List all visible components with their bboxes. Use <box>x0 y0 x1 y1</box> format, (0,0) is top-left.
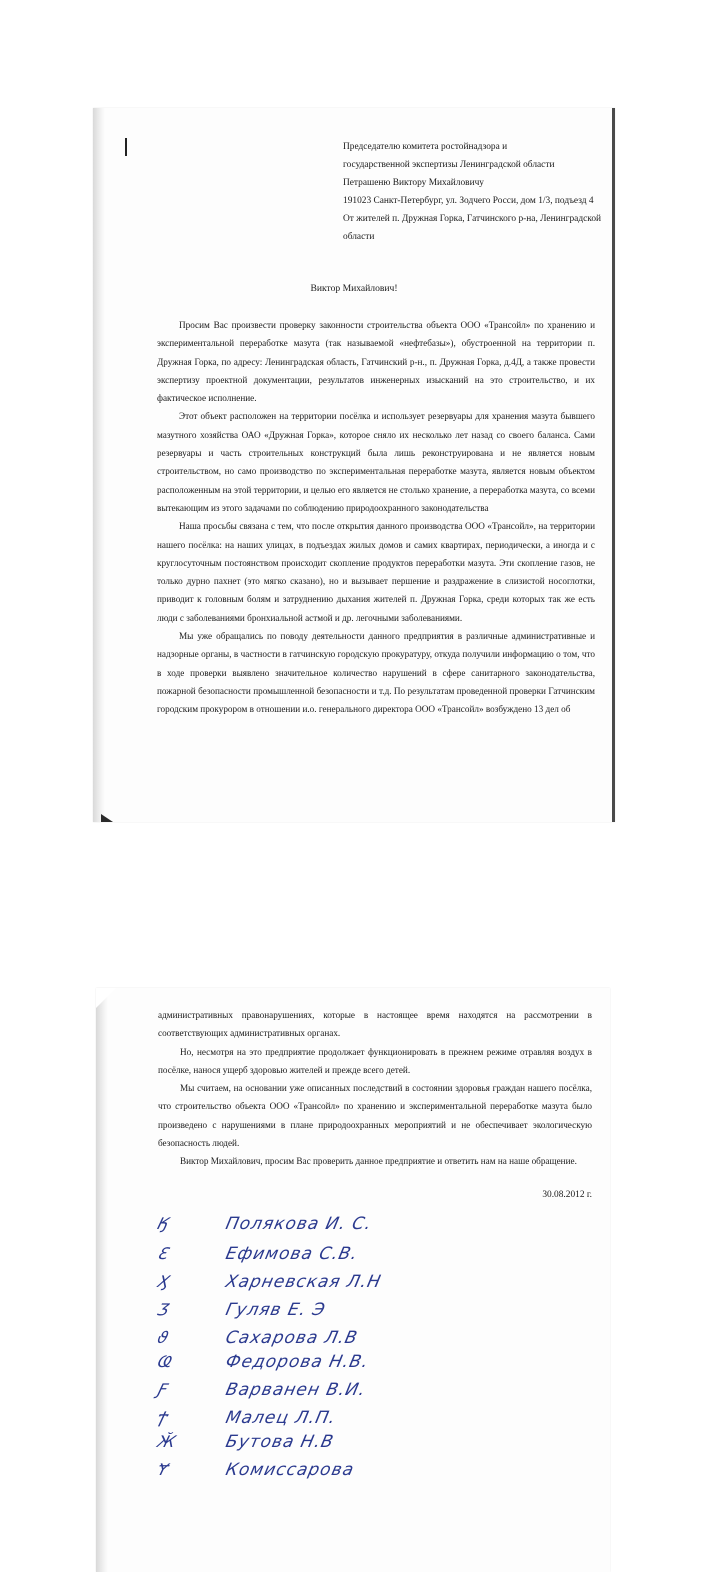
handwritten-initials: Ƒ <box>155 1380 170 1399</box>
letter-body-page-1 <box>157 316 595 719</box>
signer-name: Малец Л.П. <box>223 1408 338 1428</box>
handwritten-initials: ϑ <box>155 1328 171 1347</box>
addressee-line: Петрашеню Виктору Михайловичу <box>343 178 484 188</box>
handwritten-initials: Ӄ <box>155 1214 172 1233</box>
signer-name: Гуляв Е. Э <box>223 1300 328 1320</box>
paragraph: административных правонарушениях, которые в настоящее время находятся на рассмотрении в соответствующих административных органах. <box>158 1010 592 1039</box>
paragraph: Мы уже обращались по поводу деятельности данного предприятия в различные административные и надзорные органы, в частности в гатчинскую городскую прокуратуру, откуда получили информацию о том, что в ходе проверки выявлено значительное количество нарушений в сфере санитарного законодательства, пожарной безопасности промышленной безопасности и т.д. По результатам проведенной проверки Гатчинским городским прокурором в отношении и.о. генерального директора ООО «Трансойл» возбуждено 13 дел об <box>157 631 595 715</box>
addressee-line: государственной экспертизы Ленинградской области <box>343 160 555 170</box>
paragraph: Этот объект расположен на территории посёлка и использует резервуары для хранения мазута бывшего мазутного хозяйства ОАО «Дружная Горка», которое сняло их несколько лет назад со своего баланса. Сами резервуары и часть строительных конструкций была лишь реконструирована и не является новым строительством, но само производство по экспериментальная переработке мазута, является новым объектом расположенным на этой территории, и целью его является не столько хранение, а переработка мазута, со всеми вытекающим из этого задачами по соблюдению природоохранного законодательства <box>157 411 595 513</box>
handwritten-initials: Ӂ <box>155 1432 178 1451</box>
signer-name: Комиссарова <box>223 1460 357 1480</box>
letter-date: 30.08.2012 г. <box>542 1190 592 1200</box>
paragraph: Но, несмотря на это предприятие продолжает функционировать в прежнем режиме отравляя воздух в посёлке, нанося ущерб здоровью жителей и прежде всего детей. <box>158 1046 592 1075</box>
signer-name: Бутова Н.В <box>223 1432 336 1452</box>
paragraph: Просим Вас произвести проверку законности строительства объекта ООО «Трансойл» по хранению и экспериментальной переработке мазута (так называемой «нефтебазы»), обустроенной на территории п. Дружная Горка, по адресу: Ленинградская область, Гатчинский р-н., п. Дружная Горка, д.4Д, а также провести экспертизу проектной документации, результатов инженерных изысканий на это строительство, и их фактическое исполнение. <box>157 320 595 404</box>
handwritten-initials: Ӽ <box>155 1272 172 1291</box>
page-shadow-left <box>96 988 108 1572</box>
addressee-line: 191023 Санкт-Петербург, ул. Зодчего Росси, дом 1/3, подъезд 4 <box>343 196 594 206</box>
signer-name: Полякова И. С. <box>223 1214 374 1234</box>
letter-page-1 <box>93 108 615 822</box>
scan-corner <box>101 814 113 822</box>
signer-name: Ефимова С.В. <box>223 1244 360 1264</box>
paragraph: Виктор Михайлович, просим Вас проверить данное предприятие и ответить нам на наше обращение. <box>180 1156 577 1167</box>
paragraph: Мы считаем, на основании уже описанных последствий в состоянии здоровья граждан нашего посёлка, что строительство объекта ООО «Трансойл» по хранению и экспериментальной переработке мазута было произведено с нарушениями в плане природоохранных мероприятий и не обеспечивает экологическую безопасность людей. <box>158 1083 592 1149</box>
handwritten-initials: Ɏ <box>155 1460 171 1479</box>
signer-name: Федорова Н.В. <box>223 1352 371 1372</box>
folded-corner <box>96 988 116 1008</box>
letter-body-page-2 <box>158 1006 592 1171</box>
signer-name: Харневская Л.Н <box>223 1272 384 1292</box>
page-shadow-left <box>93 108 105 822</box>
paragraph: Наша просьбы связана с тем, что после открытия данного производства ООО «Трансойл», на территории нашего посёлка: на наших улицах, в подъездах жилых домов и самих квартирах, периодически, а иногда и с круглосуточным постоянством происходит скопление продуктов переработки мазута. Эти скопление газов, не только дурно пахнет (это мягко сказано), но и вызывает першение и раздражение в слизистой носоглотки, приводит к головным болям и затруднению дыхания жителей п. Дружная Горка, среди которых так же есть люди с заболеваниями бронхиальной астмой и др. легочными заболеваниями. <box>157 521 595 623</box>
handwritten-initials: Ʒ <box>155 1300 172 1319</box>
signer-name: Варванен В.И. <box>223 1380 368 1400</box>
handwritten-initials: Ϯ <box>155 1408 171 1427</box>
letter-page-2 <box>96 988 610 1572</box>
page-edge-right <box>612 108 615 822</box>
addressee-line: Председателю комитета ростойнадзора и <box>343 142 508 152</box>
pen-mark <box>125 138 127 156</box>
handwritten-initials: Ҩ <box>155 1352 175 1371</box>
addressee-line: От жителей п. Дружная Горка, Гатчинского р-на, Ленинградской области <box>343 214 602 242</box>
addressee-block <box>343 138 603 246</box>
handwritten-initials: Ԑ <box>155 1244 171 1263</box>
greeting: Виктор Михайлович! <box>310 283 398 294</box>
signer-name: Сахарова Л.В <box>223 1328 360 1348</box>
